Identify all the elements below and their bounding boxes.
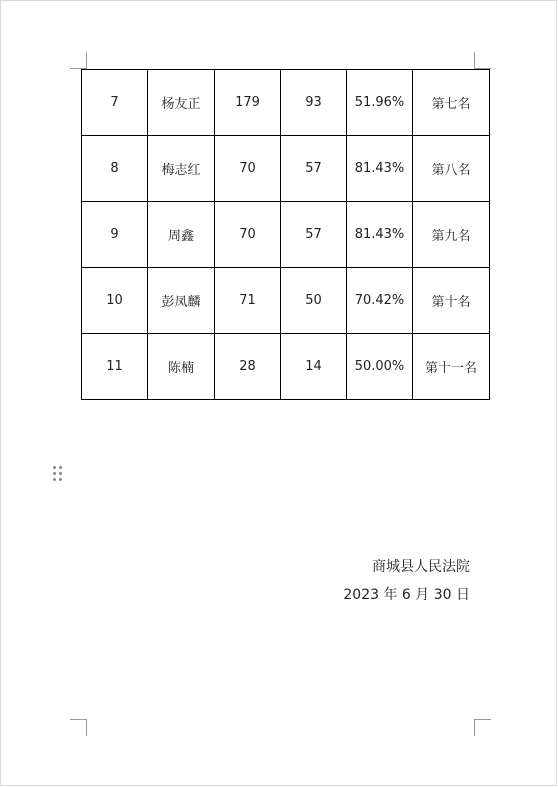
table-row: [82, 136, 490, 202]
cell-row-number[interactable]: 10: [82, 268, 148, 334]
cell-passed-count[interactable]: 50: [281, 268, 347, 334]
cell-name[interactable]: 梅志红: [148, 136, 215, 202]
table-row: [82, 202, 490, 268]
table-row: [82, 334, 490, 400]
cell-rank[interactable]: 第十名: [413, 268, 490, 334]
cell-passed-count[interactable]: 57: [281, 202, 347, 268]
cell-rate[interactable]: 70.42%: [347, 268, 413, 334]
cell-passed-count[interactable]: 93: [281, 70, 347, 136]
table-row: [82, 70, 490, 136]
crop-mark-bottom-right: [474, 719, 491, 736]
cell-name[interactable]: 杨友正: [148, 70, 215, 136]
cell-passed-count[interactable]: 57: [281, 136, 347, 202]
cell-total-count[interactable]: 179: [215, 70, 281, 136]
crop-mark-bottom-left: [70, 719, 87, 736]
cell-row-number[interactable]: 9: [82, 202, 148, 268]
cell-row-number[interactable]: 7: [82, 70, 148, 136]
cell-rank[interactable]: 第八名: [413, 136, 490, 202]
crop-mark-top-right: [474, 52, 491, 69]
cell-total-count[interactable]: 28: [215, 334, 281, 400]
signature-block: [343, 553, 470, 609]
cell-name[interactable]: 彭凤麟: [148, 268, 215, 334]
cell-rate[interactable]: 50.00%: [347, 334, 413, 400]
cell-rank[interactable]: 第七名: [413, 70, 490, 136]
cell-rank[interactable]: 第九名: [413, 202, 490, 268]
cell-total-count[interactable]: 70: [215, 202, 281, 268]
cell-rank[interactable]: 第十一名: [413, 334, 490, 400]
cell-name[interactable]: 陈楠: [148, 334, 215, 400]
cell-name[interactable]: 周鑫: [148, 202, 215, 268]
paragraph-drag-handle-icon[interactable]: [53, 466, 63, 482]
table-row: [82, 268, 490, 334]
cell-passed-count[interactable]: 14: [281, 334, 347, 400]
cell-total-count[interactable]: 70: [215, 136, 281, 202]
cell-row-number[interactable]: 8: [82, 136, 148, 202]
cell-row-number[interactable]: 11: [82, 334, 148, 400]
ranking-table-body: [82, 70, 490, 400]
ranking-table[interactable]: [81, 69, 490, 400]
cell-total-count[interactable]: 71: [215, 268, 281, 334]
cell-rate[interactable]: 81.43%: [347, 202, 413, 268]
court-name: 商城县人民法院: [372, 559, 470, 575]
cell-rate[interactable]: 51.96%: [347, 70, 413, 136]
cell-rate[interactable]: 81.43%: [347, 136, 413, 202]
crop-mark-top-left: [70, 52, 87, 69]
signature-date: 2023 年 6 月 30 日: [343, 587, 470, 603]
